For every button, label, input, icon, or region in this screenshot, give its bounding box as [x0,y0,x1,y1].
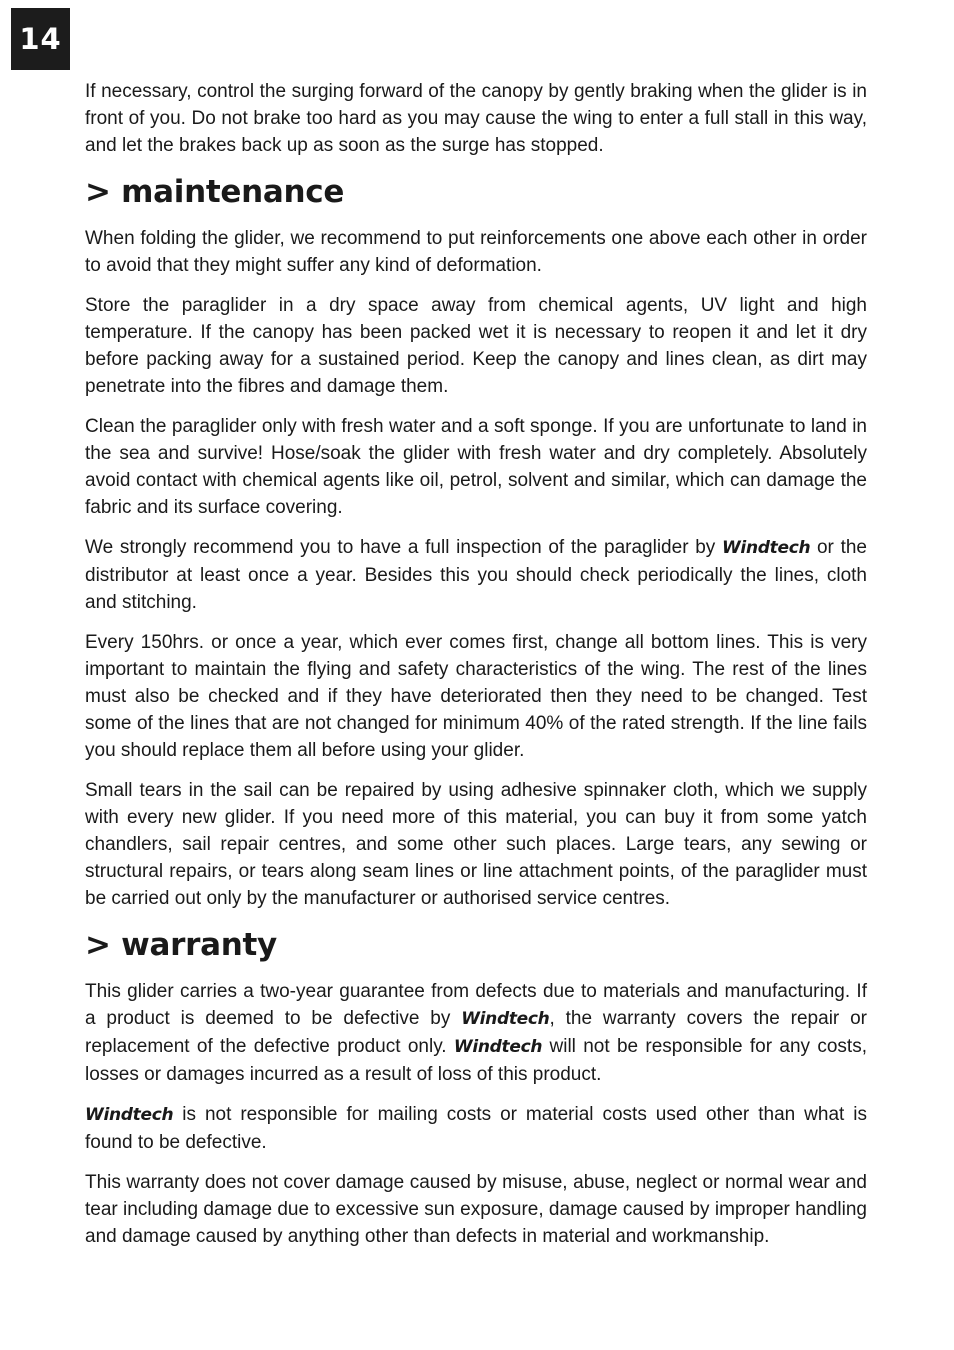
inspection-text-end: or the distributor at least once a year. Besides this you should check periodically the lines, cloth and stitching. [85,537,867,613]
inspection-text-start: We strongly recommend you to have a full inspection of the paraglider by [85,537,722,558]
brand-name: Windtech [85,1105,174,1125]
warranty-paragraph-guarantee [85,978,867,1088]
maintenance-paragraph-repairs: Small tears in the sail can be repaired by using adhesive spinnaker cloth, which we supply with every new glider. If you need more of this material, you can buy it from some yatch chandlers, sail repair centres, and some other such places. Large tears, any sewing or structural repairs, or tears along seam lines or line attachment points, of the paraglider must be carried out only by the manufacturer or authorised service centres. [85,780,867,909]
maintenance-paragraph-folding: When folding the glider, we recommend to put reinforcements one above each other in order to avoid that they might suffer any kind of deformation. [85,228,867,276]
guarantee-text-a: This glider carries a two-year guarantee from defects due to materials and manufacturing. If a product is deemed to be defective by [85,981,867,1029]
maintenance-paragraph-inspection [85,534,867,616]
warranty-paragraph-exclusions: This warranty does not cover damage caused by misuse, abuse, neglect or normal wear and tear including damage due to excessive sun exposure, damage caused by improper handling and damage caused by anything other than defects in material and workmanship. [85,1172,867,1247]
mailing-text: is not responsible for mailing costs or material costs used other than what is found to be defective. [85,1104,867,1153]
guarantee-text-b: , the warranty covers the repair or replacement of the defective product only. [85,1008,867,1057]
maintenance-heading: > maintenance [85,174,345,210]
maintenance-paragraph-cleaning: Clean the paraglider only with fresh water and a soft sponge. If you are unfortunate to land in the sea and survive! Hose/soak the glider with fresh water and dry completely. Absolutely avoid contact with chemical agents like oil, petrol, solvent and similar, which can damage the fabric and its surface covering. [85,416,867,518]
page-body [85,78,867,1263]
brand-name: Windtech [461,1009,550,1029]
guarantee-text-c: will not be responsible for any costs, losses or damages incurred as a result of loss of this product. [85,1036,867,1085]
intro-paragraph: If necessary, control the surging forward of the canopy by gently braking when the glider is in front of you. Do not brake too hard as you may cause the wing to enter a full stall in this way, and let the brakes back up as soon as the surge has stopped. [85,81,867,156]
maintenance-paragraph-lines: Every 150hrs. or once a year, which ever comes first, change all bottom lines. This is very important to maintain the flying and safety characteristics of the wing. The rest of the lines must also be checked and if they have deteriorated then they need to be changed. Test some of the lines that are not changed for minimum 40% of the rated strength. If the line fails you should replace them all before using your glider. [85,632,867,761]
maintenance-paragraph-storage: Store the paraglider in a dry space away from chemical agents, UV light and high temperature. If the canopy has been packed wet it is necessary to reopen it and let it dry before packing away for a sustained period. Keep the canopy and lines clean, as dirt may penetrate into the fibres and damage them. [85,295,867,397]
page-number: 14 [11,8,70,70]
brand-name: Windtech [721,538,811,558]
warranty-paragraph-mailing [85,1101,867,1156]
warranty-heading: > warranty [85,927,277,963]
brand-name: Windtech [453,1037,543,1057]
